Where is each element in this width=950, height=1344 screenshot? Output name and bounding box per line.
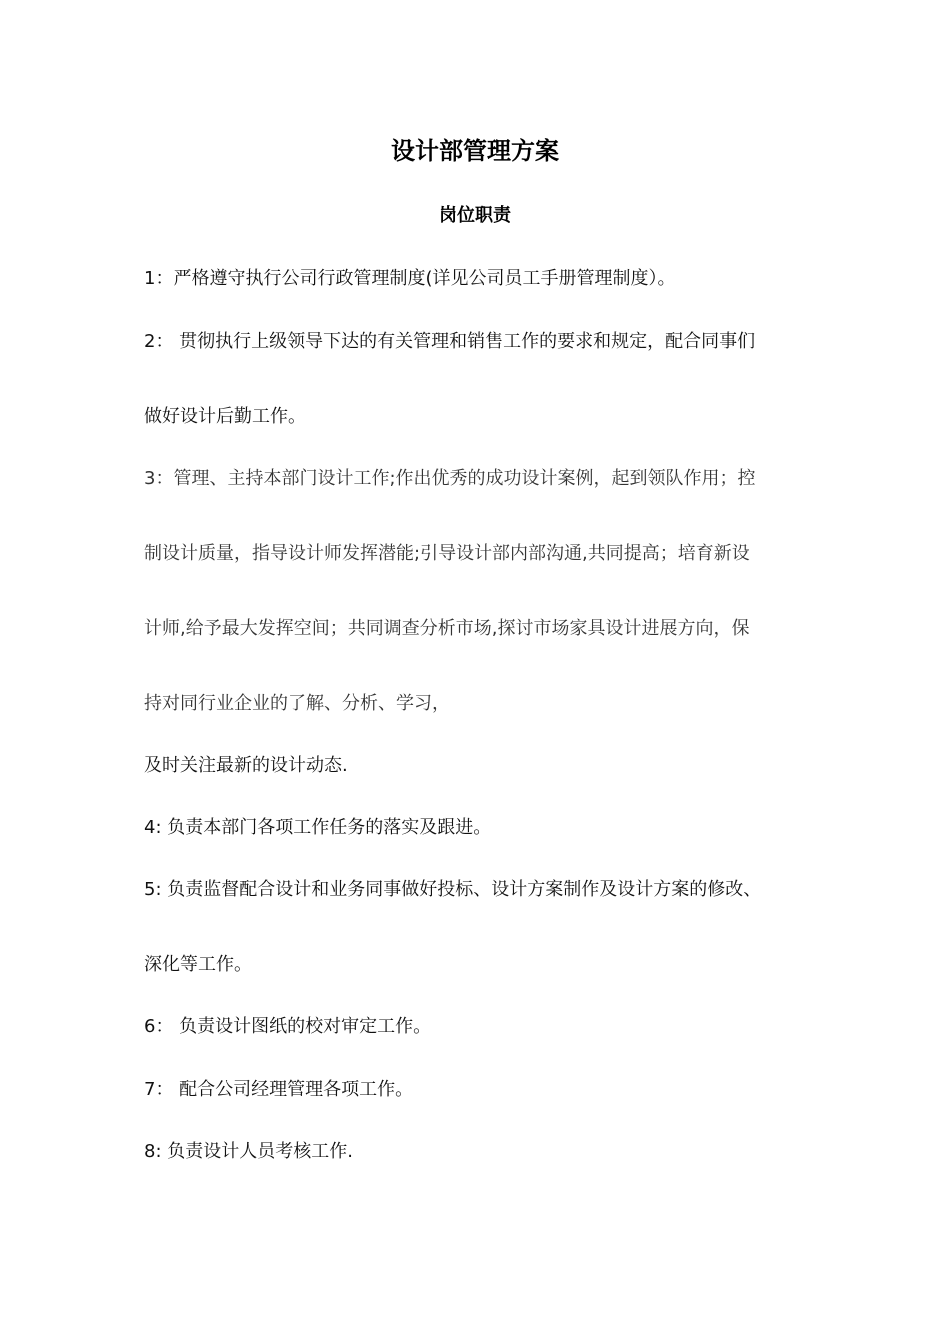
duty-line: 深化等工作。 — [144, 954, 252, 975]
section-heading: 岗位职责 — [439, 205, 511, 226]
duty-line: 5: 负责监督配合设计和业务同事做好投标、设计方案制作及设计方案的修改、 — [144, 879, 762, 900]
duty-line: 1：严格遵守执行公司行政管理制度(详见公司员工手册管理制度）。 — [144, 268, 676, 289]
document-title: 设计部管理方案 — [391, 137, 559, 165]
duty-line: 计师,给予最大发挥空间；共同调查分析市场,探讨市场家具设计进展方向，保 — [144, 618, 750, 639]
duty-line: 2： 贯彻执行上级领导下达的有关管理和销售工作的要求和规定，配合同事们 — [144, 331, 756, 352]
duty-line: 3：管理、主持本部门设计工作;作出优秀的成功设计案例，起到领队作用；控 — [144, 468, 756, 489]
duty-line: 及时关注最新的设计动态. — [144, 755, 348, 776]
duty-line: 6： 负责设计图纸的校对审定工作。 — [144, 1016, 432, 1037]
duty-line: 制设计质量，指导设计师发挥潜能;引导设计部内部沟通,共同提高；培育新设 — [144, 543, 750, 564]
duty-line: 做好设计后勤工作。 — [144, 406, 306, 427]
duty-line: 持对同行业企业的了解、分析、学习， — [144, 693, 450, 714]
duty-line: 8: 负责设计人员考核工作. — [144, 1141, 353, 1162]
duty-line: 7： 配合公司经理管理各项工作。 — [144, 1079, 414, 1100]
duty-line: 4: 负责本部门各项工作任务的落实及跟进。 — [144, 817, 492, 838]
